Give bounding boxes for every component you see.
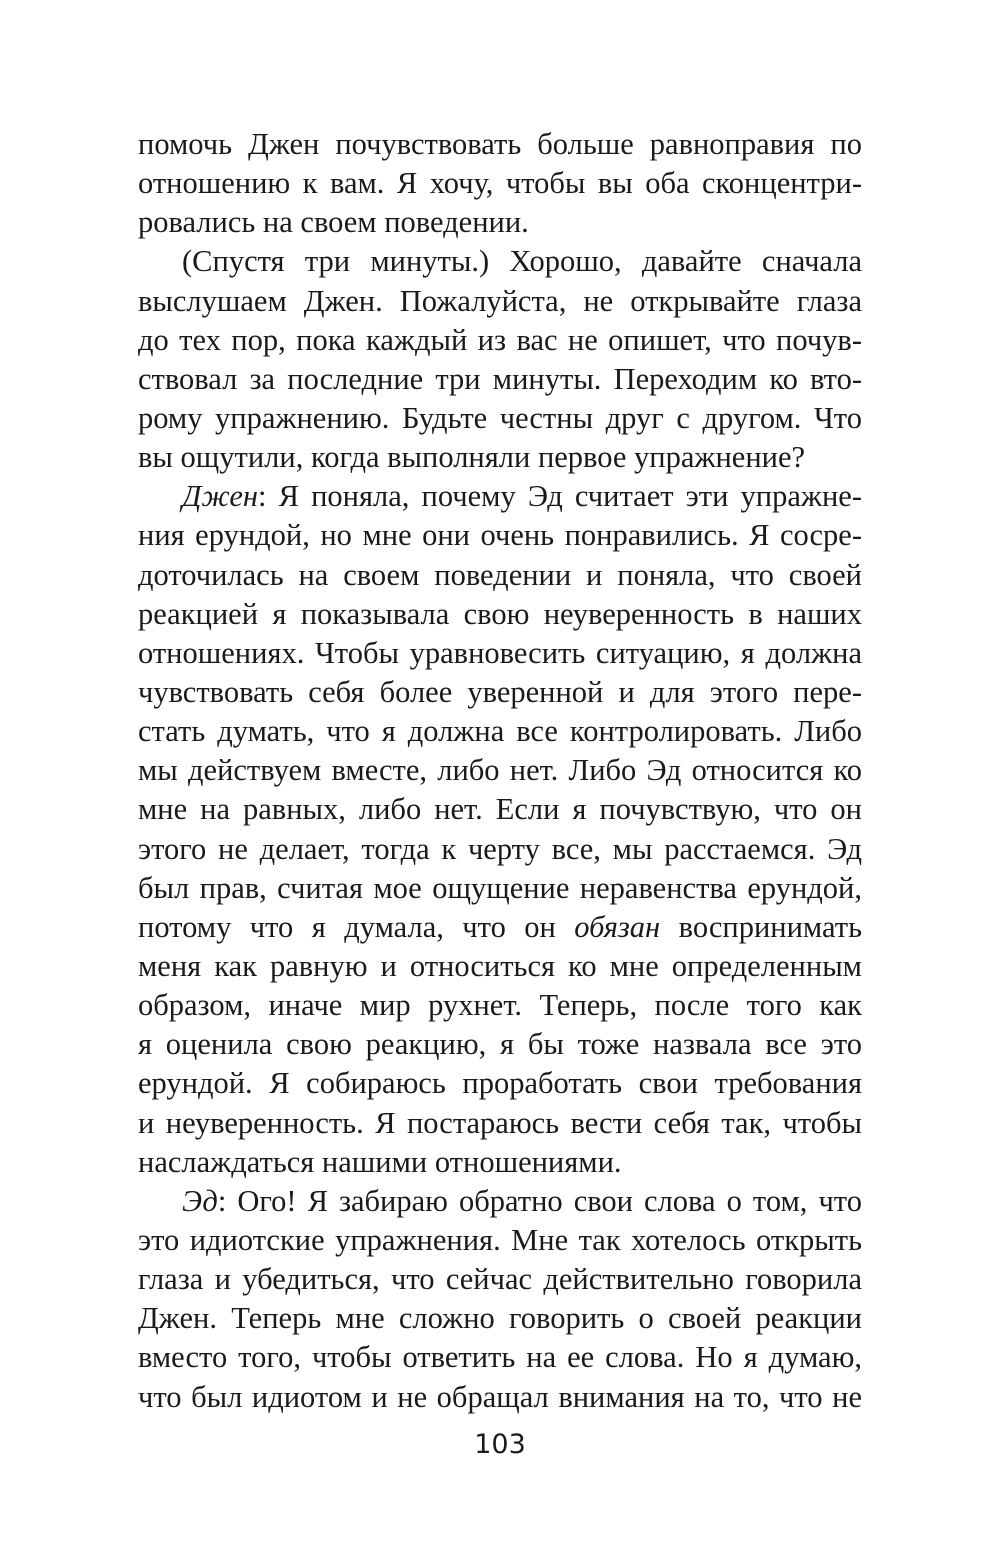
text-line	[138, 1182, 862, 1221]
page-number: 103	[474, 1429, 526, 1460]
book-page-text	[138, 125, 862, 1417]
text-line: был прав, считая мое ощущение неравенства ерундой,	[138, 870, 862, 905]
line-text-before: потому что я думала, что он	[138, 909, 575, 944]
text-line: отношению к вам. Я хочу, чтобы вы оба сконцентри-	[138, 166, 862, 201]
text-line: реакцией я показывала свою неуверенность в наших	[138, 596, 862, 631]
text-line: до тех пор, пока каждый из вас не опишет, что почув-	[138, 322, 862, 357]
text-line: меня как равную и относиться ко мне определенным	[138, 948, 862, 983]
text-line: рому упражнению. Будьте честны друг с другом. Что	[138, 400, 862, 435]
text-line: образом, иначе мир рухнет. Теперь, после того как	[138, 988, 862, 1023]
paragraph	[138, 242, 862, 477]
text-line: помочь Джен почувствовать больше равноправия по	[138, 127, 862, 161]
text-line: ерундой. Я собираюсь проработать свои требования	[138, 1066, 862, 1101]
text-line: ровались на своем поведении.	[138, 205, 529, 240]
paragraph-ed	[138, 1182, 862, 1417]
text-line: мне на равных, либо нет. Если я почувствую, что он	[138, 792, 862, 827]
line-text-after: воспринимать	[660, 909, 862, 944]
text-line: мы действуем вместе, либо нет. Либо Эд относится ко	[138, 753, 862, 788]
text-line: чувствовать себя более уверенной и для этого пере-	[138, 674, 862, 709]
paragraph	[138, 125, 862, 242]
text-line: выслушаем Джен. Пожалуйста, не открывайте глаза	[138, 283, 862, 318]
text-line: что был идиотом и не обращал внимания на то, что не	[138, 1379, 862, 1414]
text-line: вы ощутили, когда выполняли первое упражнение?	[138, 440, 806, 475]
text-line: ния ерундой, но мне они очень понравились. Я сосре-	[138, 518, 862, 553]
speaker-line-text: : Я поняла, почему Эд считает эти упражне-	[258, 479, 862, 514]
text-line: Джен. Теперь мне сложно говорить о своей реакции	[138, 1301, 862, 1336]
speaker-name: Джен	[182, 479, 259, 514]
speaker-line-text: : Ого! Я забираю обратно свои слова о том, что	[217, 1183, 862, 1218]
text-line: вместо того, чтобы ответить на ее слова. Но я думаю,	[138, 1340, 862, 1375]
text-line: ствовал за последние три минуты. Переходим ко вто-	[138, 361, 862, 396]
paragraph-jen	[138, 477, 862, 1182]
text-line	[138, 477, 862, 516]
text-line: доточилась на своем поведении и поняла, что своей	[138, 557, 862, 592]
text-line: (Спустя три минуты.) Хорошо, давайте сначала	[182, 244, 862, 279]
text-line: стать думать, что я должна все контролировать. Либо	[138, 714, 862, 749]
text-line	[138, 908, 862, 947]
text-line: этого не делает, тогда к черту все, мы расстаемся. Эд	[138, 831, 862, 866]
text-line: и неуверенность. Я постараюсь вести себя так, чтобы	[138, 1105, 862, 1140]
speaker-name: Эд	[182, 1183, 218, 1218]
text-line: наслаждаться нашими отношениями.	[138, 1144, 622, 1179]
text-line: я оценила свою реакцию, я бы тоже назвала все это	[138, 1027, 862, 1062]
text-line: отношениях. Чтобы уравновесить ситуацию, я должна	[138, 635, 862, 670]
text-line: глаза и убедиться, что сейчас действительно говорила	[138, 1262, 862, 1297]
text-line: это идиотские упражнения. Мне так хотелось открыть	[138, 1222, 862, 1257]
emphasized-word: обязан	[574, 909, 661, 944]
